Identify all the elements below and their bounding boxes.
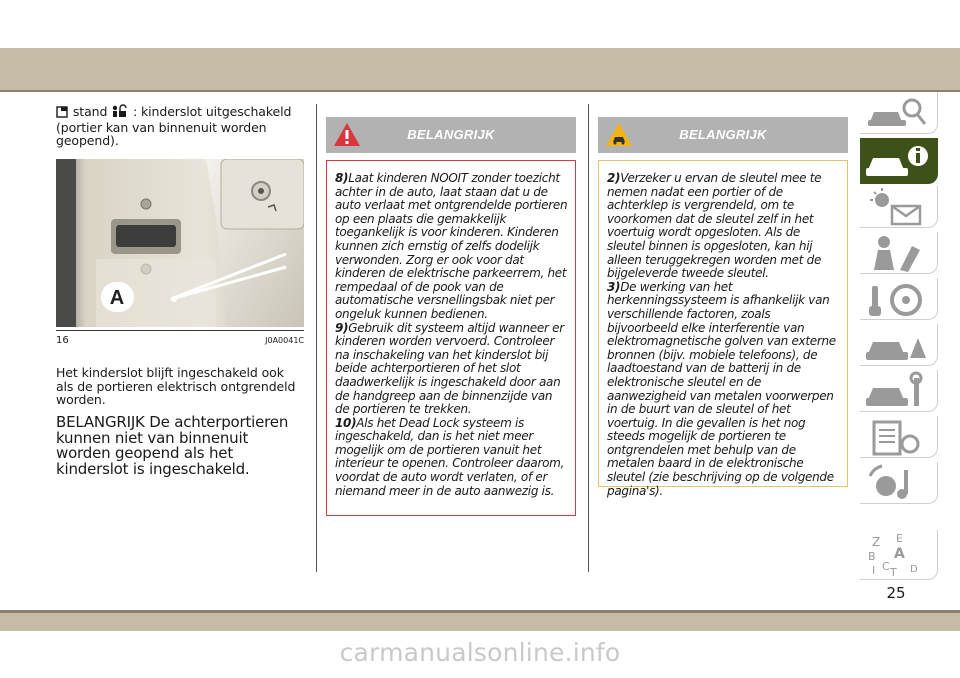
figure-code: J0A0041C xyxy=(265,336,304,345)
airbag-safety-icon xyxy=(860,232,938,274)
index-icon xyxy=(860,530,938,580)
svg-text:B: B xyxy=(868,550,876,563)
warning-item: 10)Als het Dead Lock systeem is ingeschakeld, dan is het niet meer mogelijk om de portieren vanuit het interieur te openen. Controleer daarom, voordat de auto wordt verlaten, of er niemand meer in de auto aanwezig is. xyxy=(335,415,565,498)
child-lock-icon xyxy=(56,106,69,121)
important-note: BELANGRIJK De achterportieren kunnen niet van binnenuit worden geopend als het kinderslot is ingeschakeld. xyxy=(56,413,289,478)
warning-box-yellow xyxy=(598,160,848,498)
column-divider-1 xyxy=(316,104,317,572)
car-crash-icon xyxy=(860,324,938,366)
svg-text:Z: Z xyxy=(872,535,881,549)
photo-caption xyxy=(56,330,304,344)
bottom-band xyxy=(0,613,960,631)
svg-text:I: I xyxy=(872,564,876,577)
sidebar-tab-multimedia[interactable] xyxy=(860,462,938,504)
warning-item: 2)Verzeker u ervan de sleutel mee te nemen nadat een portier of de achterklep is vergrendeld, om te voorkomen dat de sleutel zelf in het voertuig wordt opgesloten. Als de sleutel binnen is opgesloten, kan hij alleen teruggekregen worden met de bijgeleverde tweede sleutel. xyxy=(607,171,822,281)
svg-text:A: A xyxy=(894,546,905,562)
car-search-icon xyxy=(860,92,938,134)
sidebar-tab-warnings[interactable] xyxy=(860,186,938,228)
warning-header-yellow xyxy=(598,117,848,153)
specifications-icon xyxy=(860,416,938,458)
figure-number: 16 xyxy=(56,335,69,346)
warning-text-red xyxy=(335,172,569,498)
svg-text:E: E xyxy=(896,532,903,545)
warning-box-red xyxy=(326,160,576,516)
watermark-text: carmanualsonline.info xyxy=(339,638,621,667)
para1-pre-text: stand xyxy=(72,104,108,119)
svg-text:C: C xyxy=(882,560,890,573)
sidebar-tab-driving[interactable] xyxy=(860,278,938,320)
warning-lights-icon xyxy=(860,186,938,228)
warning-text-yellow xyxy=(607,172,841,498)
top-band xyxy=(0,48,960,90)
multimedia-icon xyxy=(860,462,938,504)
warning-item: 9)Gebruik dit systeem altijd wanneer er kinderen worden vervoerd. Controleer na inschakeling van het kinderslot bij beide achterportieren of het slot daadwerkelijk is ingeschakeld door aan de handgreep aan de binnenzijde van de portieren te trekken. xyxy=(335,320,564,417)
car-tools-icon xyxy=(860,370,938,412)
unlocked-child-icon xyxy=(111,104,129,121)
sidebar-tab-maintenance[interactable] xyxy=(860,370,938,412)
warning-item: 8)Laat kinderen NOOIT zonder toezicht achter in de auto, laat staan dat u de auto verlaat met ontgrendelde portieren op een plaats die gemakkelijk toegankelijk is voor kinderen. Kinderen kunnen zich ernstig of zelfs dodelijk verwonden. Zorg er ook voor dat kinderen de elektrische parkeerrem, het rempedaal of de pook van de automatische versnellingsbak niet per ongeluk kunnen bedienen. xyxy=(335,171,568,321)
top-rule xyxy=(0,90,960,92)
sidebar-tab-vehicle-info[interactable] xyxy=(860,138,938,184)
column-1-intro xyxy=(56,104,304,148)
warning-title-red: BELANGRIJK xyxy=(407,127,495,142)
para1-post-text: : kinderslot uitgeschakeld (portier kan van binnenuit worden geopend). xyxy=(56,104,292,148)
door-lock-photo xyxy=(56,159,304,327)
sidebar-tab-dashboard[interactable] xyxy=(860,92,938,134)
svg-text:D: D xyxy=(910,564,918,575)
warning-header-red xyxy=(326,117,576,153)
key-steering-icon xyxy=(860,278,938,320)
column-divider-2 xyxy=(588,104,589,572)
car-info-icon xyxy=(860,138,938,184)
child-lock-paragraph: Het kinderslot blijft ingeschakeld ook als de portieren elektrisch ontgrendeld worden. xyxy=(56,365,296,407)
photo-label-a: A xyxy=(109,287,125,309)
sidebar-tab-index[interactable] xyxy=(860,530,938,580)
page-number: 25 xyxy=(886,584,906,602)
sidebar-tab-safety[interactable] xyxy=(860,232,938,274)
sidebar-tab-emergency[interactable] xyxy=(860,324,938,366)
sidebar-tab-specifications[interactable] xyxy=(860,416,938,458)
warning-item: 3)De werking van het herkenningssysteem is afhankelijk van verschillende factoren, zoals bijvoorbeeld elke interferentie van elektromagnetische golven van externe bronnen (bijv. mobiele telefoons), de laadtoestand van de batterij in de elektronische sleutel en de aanwezigheid van metalen voorwerpen in de buurt van de sleutel of het voertuig. In die gevallen is het nog steeds mogelijk de portieren te ontgrendelen met behulp van de metalen baard in de elektronische sleutel (zie beschrijving op de volgende pagina's). xyxy=(607,279,836,498)
warning-title-yellow: BELANGRIJK xyxy=(679,127,767,142)
svg-text:T: T xyxy=(890,566,897,579)
lock-status-paragraph xyxy=(56,104,304,148)
